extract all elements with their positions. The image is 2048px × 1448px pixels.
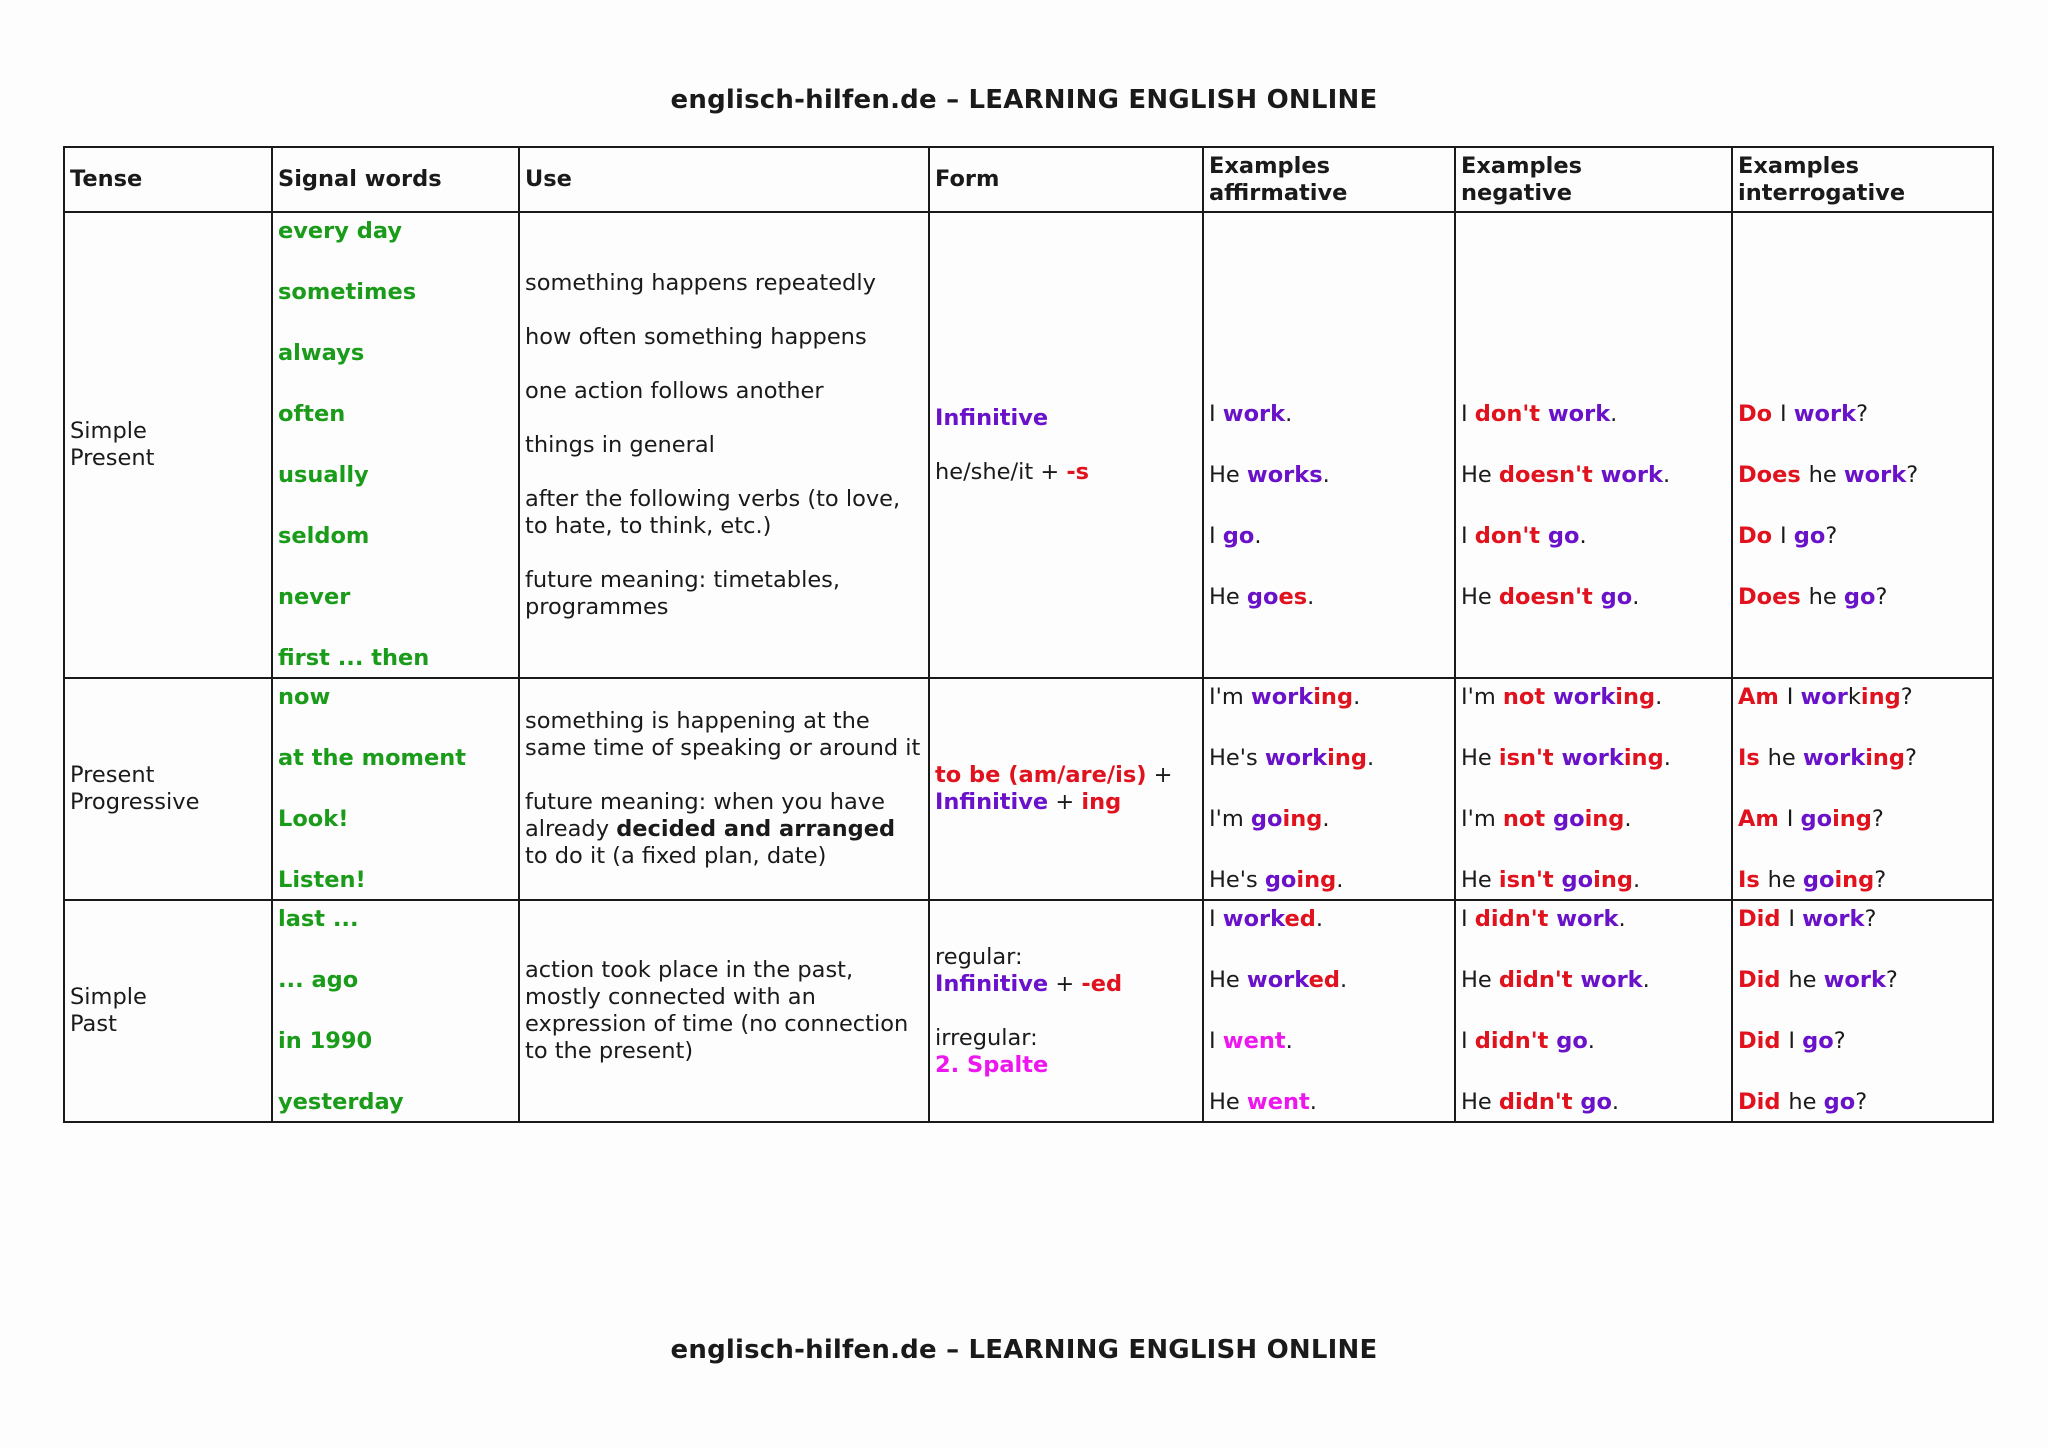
text-segment: go	[1800, 806, 1833, 832]
text-segment: ?	[1874, 867, 1887, 893]
text-segment: ed	[1284, 906, 1316, 932]
header-examples-affirmative	[1203, 147, 1455, 212]
text-segment: .	[1618, 906, 1626, 932]
text-segment: ?	[1905, 745, 1917, 771]
text-segment: .	[1624, 806, 1632, 832]
text-segment: didn't	[1498, 1089, 1581, 1115]
header-line: negative	[1461, 179, 1572, 206]
text-segment: works	[1246, 462, 1323, 488]
text-segment: Did	[1738, 906, 1789, 932]
text-segment: I	[1461, 401, 1475, 427]
signal-word: ... ago	[278, 967, 359, 993]
text-segment: not	[1502, 684, 1553, 710]
text-segment: Did	[1738, 1028, 1789, 1054]
example-sentence	[1209, 967, 1449, 994]
header-line: affirmative	[1209, 179, 1348, 206]
text-segment: Is	[1738, 867, 1768, 893]
examples-negative-cell	[1455, 900, 1732, 1122]
text-segment: he	[1808, 584, 1844, 610]
signal-word: yesterday	[278, 1089, 404, 1115]
examples-interrogative-cell	[1732, 678, 1993, 900]
text-segment: regular:	[935, 943, 1023, 970]
example-sentence	[1461, 967, 1726, 994]
text-segment: I	[1209, 906, 1223, 932]
text-segment: go	[1802, 867, 1835, 893]
tense-cell	[64, 678, 272, 900]
form-line	[935, 1025, 1197, 1052]
text-segment: I	[1461, 523, 1475, 549]
text-segment: ?	[1906, 462, 1919, 488]
text-segment: I	[1209, 401, 1223, 427]
header-use: Use	[519, 147, 929, 212]
text-segment: work	[1250, 684, 1314, 710]
example-sentence	[1461, 867, 1726, 894]
page-footer-title: englisch-hilfen.de – LEARNING ENGLISH ONLINE	[670, 1335, 1378, 1365]
text-segment: go	[1552, 806, 1585, 832]
text-segment: Does	[1738, 462, 1809, 488]
text-segment: He	[1209, 462, 1247, 488]
example-sentence	[1209, 745, 1449, 772]
tense-cell	[64, 900, 272, 1122]
form-line	[935, 762, 1197, 789]
table-header-row	[64, 147, 1993, 212]
text-segment: I'm	[1209, 684, 1251, 710]
text-segment: .	[1611, 1089, 1620, 1115]
text-segment: +	[1048, 970, 1082, 997]
text-segment: ?	[1833, 1028, 1846, 1054]
text-segment: ?	[1856, 401, 1869, 427]
text-segment: didn't	[1474, 1028, 1557, 1054]
form-text: he/she/it +	[935, 458, 1067, 485]
form-line	[935, 971, 1197, 998]
text-segment: work	[1246, 967, 1309, 993]
text-segment: Am	[1738, 684, 1787, 710]
text-segment: .	[1632, 584, 1640, 610]
signal-word: seldom	[278, 523, 370, 549]
text-segment: He's	[1209, 867, 1265, 893]
tense-line: Progressive	[70, 789, 200, 815]
use-item: how often something happens	[525, 323, 867, 350]
text-segment: go	[1561, 867, 1594, 893]
text-segment: .	[1322, 462, 1330, 488]
example-sentence	[1461, 684, 1726, 711]
text-segment: irregular:	[935, 1024, 1038, 1051]
text-segment: I	[1461, 906, 1475, 932]
text-segment: He	[1461, 867, 1499, 893]
text-segment: I	[1209, 1028, 1223, 1054]
text-segment: I	[1209, 523, 1223, 549]
text-segment: didn't	[1474, 906, 1557, 932]
text-segment: ed	[1308, 967, 1340, 993]
text-segment: -ed	[1081, 970, 1123, 997]
text-segment: work	[1802, 906, 1865, 932]
text-segment: ?	[1885, 967, 1898, 993]
use-item: future meaning: timetables, programmes	[525, 566, 841, 620]
text-segment: he	[1788, 967, 1824, 993]
example-sentence	[1738, 462, 1987, 489]
text-segment: ing	[1327, 745, 1367, 771]
text-segment: .	[1579, 523, 1587, 549]
signal-words-cell	[272, 900, 519, 1122]
example-sentence	[1209, 867, 1449, 894]
text-segment: work	[1802, 745, 1866, 771]
text-segment: k	[1847, 684, 1861, 710]
text-segment: go	[1246, 584, 1279, 610]
text-segment: .	[1610, 401, 1618, 427]
use-cell	[519, 900, 929, 1122]
tenses-table	[63, 146, 1994, 1123]
example-sentence	[1738, 967, 1987, 994]
signal-word: sometimes	[278, 279, 417, 305]
signal-word: in 1990	[278, 1028, 373, 1054]
signal-word: every day	[278, 218, 403, 244]
signal-word: always	[278, 340, 365, 366]
text-segment: not	[1502, 806, 1553, 832]
text-segment: go	[1580, 1089, 1612, 1115]
text-segment: to do it (a fixed plan, date)	[525, 843, 827, 869]
example-sentence	[1461, 462, 1726, 489]
example-sentence	[1738, 806, 1987, 833]
text-segment: ing	[1832, 806, 1872, 832]
text-segment: ing	[1615, 684, 1656, 710]
text-segment: Did	[1738, 1089, 1789, 1115]
text-segment: es	[1278, 584, 1308, 610]
text-segment: to be (am/are/is)	[935, 762, 1147, 788]
signal-word: Listen!	[278, 867, 366, 893]
use-item: after the following verbs (to love, to hate, to think, etc.)	[525, 485, 901, 539]
text-segment: I'm	[1461, 684, 1503, 710]
text-segment: +	[1048, 789, 1082, 815]
header-line: Examples	[1461, 152, 1582, 179]
text-segment: go	[1547, 523, 1580, 549]
example-sentence	[1738, 1028, 1987, 1055]
signal-word: now	[278, 684, 331, 710]
text-segment: ?	[1825, 523, 1838, 549]
page-title: englisch-hilfen.de – LEARNING ENGLISH ONLINE	[670, 85, 1378, 115]
text-segment: he	[1767, 867, 1803, 893]
text-segment: ?	[1864, 906, 1877, 932]
text-segment: ing	[1584, 806, 1625, 832]
use-item: one action follows another	[525, 377, 824, 404]
text-segment: work	[1823, 967, 1886, 993]
example-sentence	[1209, 806, 1449, 833]
form-line	[935, 789, 1197, 816]
text-segment: He	[1461, 462, 1499, 488]
text-segment: I	[1779, 523, 1794, 549]
text-segment: I	[1788, 906, 1803, 932]
text-segment: .	[1632, 867, 1641, 893]
example-sentence	[1461, 906, 1726, 933]
text-segment: don't	[1474, 523, 1548, 549]
text-segment: ?	[1875, 584, 1888, 610]
form-line	[935, 459, 1197, 486]
text-segment: He	[1461, 745, 1499, 771]
text-segment: go	[1802, 1028, 1834, 1054]
form-line	[935, 1052, 1197, 1079]
table-row-present-progressive	[64, 678, 1993, 900]
text-segment: didn't	[1498, 967, 1581, 993]
signal-word: last ...	[278, 906, 359, 932]
text-segment: He's	[1209, 745, 1265, 771]
text-segment: 2. Spalte	[935, 1051, 1049, 1078]
text-segment: ing	[1296, 867, 1337, 893]
text-segment: .	[1655, 684, 1663, 710]
text-segment: Do	[1738, 401, 1780, 427]
text-segment: ing	[1282, 806, 1323, 832]
text-segment: .	[1353, 684, 1361, 710]
example-sentence	[1461, 806, 1726, 833]
example-sentence	[1461, 584, 1726, 611]
use-item	[525, 708, 923, 762]
header-form: Form	[929, 147, 1203, 212]
signal-word: at the moment	[278, 745, 467, 771]
text-segment: go	[1843, 584, 1876, 610]
text-segment: .	[1587, 1028, 1595, 1054]
text-segment: work	[1552, 684, 1616, 710]
text-segment: work	[1222, 401, 1286, 427]
table-row-simple-past	[64, 900, 1993, 1122]
use-item: things in general	[525, 431, 715, 458]
text-segment: Is	[1738, 745, 1768, 771]
text-segment: He	[1209, 967, 1247, 993]
text-segment: go	[1222, 523, 1255, 549]
use-item	[525, 789, 923, 870]
text-segment: .	[1663, 745, 1671, 771]
text-segment: ing	[1623, 745, 1664, 771]
example-sentence	[1209, 584, 1449, 611]
text-segment: .	[1309, 1089, 1317, 1115]
text-segment: decided and arranged	[616, 816, 896, 842]
header-examples-negative	[1455, 147, 1732, 212]
text-segment: I'm	[1461, 806, 1503, 832]
text-segment: go	[1556, 1028, 1588, 1054]
text-segment: ?	[1900, 684, 1913, 710]
text-segment: wor	[1800, 684, 1848, 710]
text-segment: isn't	[1498, 745, 1562, 771]
signal-word: Look!	[278, 806, 349, 832]
header-examples-interrogative	[1732, 147, 1993, 212]
text-segment: ?	[1871, 806, 1884, 832]
text-segment: work	[1600, 462, 1663, 488]
example-sentence	[1209, 1028, 1449, 1055]
use-item: something happens repeatedly	[525, 269, 876, 296]
header-tense: Tense	[64, 147, 272, 212]
signal-words-cell	[272, 678, 519, 900]
text-segment: I	[1788, 1028, 1803, 1054]
text-segment: something is happening at the same time of speaking or around it	[525, 708, 921, 761]
examples-affirmative-cell	[1203, 678, 1455, 900]
text-segment: Infinitive	[935, 970, 1049, 997]
text-segment: doesn't	[1498, 462, 1601, 488]
text-segment: ing	[1865, 745, 1906, 771]
text-segment: he	[1767, 745, 1803, 771]
tense-line: Simple	[70, 984, 147, 1010]
example-sentence	[1738, 906, 1987, 933]
example-sentence	[1209, 684, 1449, 711]
form-infinitive: Infinitive	[935, 404, 1049, 431]
text-segment: He	[1461, 584, 1499, 610]
text-segment: work	[1264, 745, 1328, 771]
text-segment: .	[1340, 967, 1348, 993]
use-cell	[519, 678, 929, 900]
examples-affirmative-cell	[1203, 212, 1455, 678]
tense-line: Present	[70, 445, 155, 471]
text-segment: .	[1254, 523, 1262, 549]
examples-affirmative-cell	[1203, 900, 1455, 1122]
text-segment: work	[1222, 906, 1285, 932]
tense-cell	[64, 212, 272, 678]
example-sentence	[1461, 1089, 1726, 1116]
text-segment: He	[1461, 1089, 1499, 1115]
text-segment: Infinitive	[935, 789, 1049, 815]
example-sentence	[1209, 1089, 1449, 1116]
text-segment: I'm	[1209, 806, 1251, 832]
form-suffix: -s	[1066, 458, 1090, 485]
text-segment: he	[1788, 1089, 1824, 1115]
text-segment: I	[1786, 684, 1801, 710]
use-item: action took place in the past, mostly connected with an expression of time (no connection to the present)	[525, 957, 909, 1064]
example-sentence	[1209, 906, 1449, 933]
text-segment: +	[1146, 762, 1173, 788]
text-segment: go	[1250, 806, 1283, 832]
text-segment: .	[1315, 906, 1324, 932]
signal-word: often	[278, 401, 346, 427]
example-sentence	[1461, 523, 1726, 550]
text-segment: go	[1264, 867, 1297, 893]
text-segment: .	[1322, 806, 1330, 832]
text-segment: work	[1556, 906, 1619, 932]
example-sentence	[1209, 462, 1449, 489]
text-segment: I	[1786, 806, 1801, 832]
text-segment: He	[1209, 1089, 1247, 1115]
text-segment: Does	[1738, 584, 1809, 610]
text-segment: I	[1461, 1028, 1475, 1054]
examples-interrogative-cell	[1732, 212, 1993, 678]
text-segment: doesn't	[1498, 584, 1601, 610]
text-segment: work	[1843, 462, 1907, 488]
text-segment: .	[1285, 401, 1293, 427]
text-segment: future meaning: when you have already	[525, 789, 885, 842]
example-sentence	[1738, 684, 1987, 711]
form-cell	[929, 212, 1203, 678]
text-segment: isn't	[1498, 867, 1562, 893]
text-segment: .	[1336, 867, 1344, 893]
header-line: Examples	[1209, 152, 1330, 179]
text-segment: He	[1209, 584, 1247, 610]
signal-word: first ... then	[278, 645, 430, 671]
example-sentence	[1461, 1028, 1726, 1055]
example-sentence	[1738, 745, 1987, 772]
form-cell	[929, 900, 1203, 1122]
text-segment: go	[1823, 1089, 1856, 1115]
example-sentence	[1738, 584, 1987, 611]
example-sentence	[1209, 523, 1449, 550]
tense-line: Simple	[70, 418, 147, 444]
text-segment: ing	[1081, 789, 1122, 815]
text-segment: ing	[1313, 684, 1354, 710]
text-segment: I	[1779, 401, 1794, 427]
table-row-simple-present	[64, 212, 1993, 678]
text-segment: go	[1793, 523, 1826, 549]
header-line: Examples	[1738, 152, 1859, 179]
example-sentence	[1738, 523, 1987, 550]
text-segment: .	[1366, 745, 1375, 771]
text-segment: he	[1808, 462, 1844, 488]
use-cell	[519, 212, 929, 678]
text-segment: work	[1561, 745, 1624, 771]
text-segment: ing	[1593, 867, 1633, 893]
header-line: interrogative	[1738, 179, 1906, 206]
text-segment: ing	[1860, 684, 1901, 710]
examples-negative-cell	[1455, 678, 1732, 900]
signal-words-cell	[272, 212, 519, 678]
text-segment: work	[1793, 401, 1857, 427]
text-segment: He	[1461, 967, 1499, 993]
text-segment: .	[1642, 967, 1650, 993]
text-segment: went	[1246, 1089, 1310, 1115]
example-sentence	[1461, 745, 1726, 772]
text-segment: don't	[1474, 401, 1548, 427]
examples-negative-cell	[1455, 212, 1732, 678]
form-cell	[929, 678, 1203, 900]
signal-word: usually	[278, 462, 369, 488]
text-segment: Do	[1738, 523, 1780, 549]
text-segment: went	[1222, 1028, 1286, 1054]
text-segment: go	[1600, 584, 1633, 610]
text-segment: Did	[1738, 967, 1789, 993]
example-sentence	[1209, 401, 1449, 428]
text-segment: .	[1662, 462, 1671, 488]
example-sentence	[1461, 401, 1726, 428]
text-segment: .	[1307, 584, 1315, 610]
example-sentence	[1738, 401, 1987, 428]
text-segment: work	[1547, 401, 1611, 427]
text-segment: ing	[1834, 867, 1875, 893]
text-segment: Am	[1738, 806, 1787, 832]
form-line	[935, 944, 1197, 971]
header-signal-words: Signal words	[272, 147, 519, 212]
text-segment: .	[1285, 1028, 1293, 1054]
text-segment: work	[1580, 967, 1643, 993]
tense-line: Present	[70, 762, 155, 788]
examples-interrogative-cell	[1732, 900, 1993, 1122]
example-sentence	[1738, 867, 1987, 894]
example-sentence	[1738, 1089, 1987, 1116]
tense-line: Past	[70, 1011, 117, 1037]
signal-word: never	[278, 584, 351, 610]
text-segment: ?	[1855, 1089, 1868, 1115]
